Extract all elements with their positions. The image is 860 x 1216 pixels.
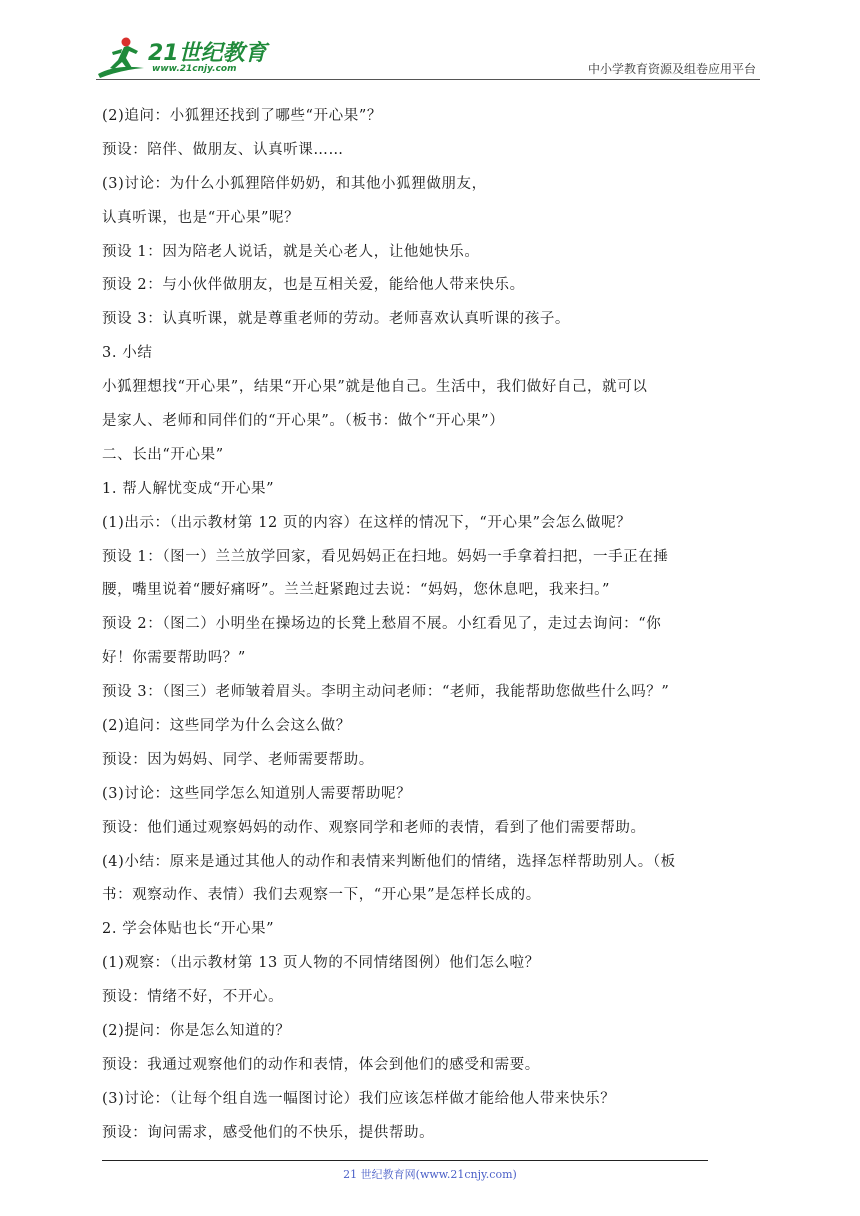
runner-logo-icon	[96, 34, 152, 78]
text-line: 认真听课，也是“开心果”呢？	[102, 209, 300, 226]
text-line: 预设 3：（图三）老师皱着眉头。李明主动问老师：“老师，我能帮助您做些什么吗？”	[102, 684, 670, 701]
page-footer[interactable]: 21 世纪教育网(www.21cnjy.com)	[343, 1168, 517, 1181]
text-line: 预设 2：（图二）小明坐在操场边的长凳上愁眉不展。小红看见了，走过去询问：“你	[102, 616, 662, 633]
text-line: (2)追问：小狐狸还找到了哪些“开心果”？	[102, 108, 382, 124]
text-line: 好！你需要帮助吗？”	[102, 650, 246, 667]
text-line: 是家人、老师和同伴们的“开心果”。（板书：做个“开心果”）	[102, 413, 505, 430]
section-heading: 二、长出“开心果”	[102, 446, 224, 463]
text-line: 小狐狸想找“开心果”，结果“开心果”就是他自己。生活中，我们做好自己，就可以	[102, 379, 648, 396]
section-heading: 1. 帮人解忧变成“开心果”	[102, 480, 275, 497]
text-line: (1)出示：（出示教材第 12 页的内容）在这样的情况下，“开心果”会怎么做呢？	[102, 514, 632, 531]
text-line: 预设 1：（图一）兰兰放学回家，看见妈妈正在扫地。妈妈一手拿着扫把，一手正在捶	[102, 548, 669, 565]
text-line: 预设：情绪不好，不开心。	[102, 989, 284, 1006]
document-body	[102, 100, 770, 1151]
text-line: 腰，嘴里说着“腰好痛呀”。兰兰赶紧跑过去说：“妈妈，您休息吧，我来扫。”	[102, 582, 610, 599]
section-heading: 3. 小结	[102, 345, 153, 362]
section-heading: 2. 学会体贴也长“开心果”	[102, 921, 275, 938]
text-line: 书：观察动作、表情）我们去观察一下，“开心果”是怎样长成的。	[102, 887, 541, 904]
text-line: (1)观察：（出示教材第 13 页人物的不同情绪图例）他们怎么啦？	[102, 955, 540, 972]
page-header	[96, 28, 760, 80]
platform-title: 中小学教育资源及组卷应用平台	[587, 62, 756, 76]
text-line: 预设：因为妈妈、同学、老师需要帮助。	[102, 751, 374, 768]
text-line: 预设：陪伴、做朋友、认真听课……	[102, 141, 344, 158]
text-line: 预设：他们通过观察妈妈的动作、观察同学和老师的表情，看到了他们需要帮助。	[102, 819, 646, 836]
header-divider	[96, 79, 760, 80]
text-line: 预设：询问需求，感受他们的不快乐，提供帮助。	[102, 1124, 435, 1141]
text-line: 预设 1：因为陪老人说话，就是关心老人，让他她快乐。	[102, 243, 480, 260]
text-line: 预设：我通过观察他们的动作和表情，体会到他们的感受和需要。	[102, 1056, 540, 1073]
text-line: 预设 3：认真听课，就是尊重老师的劳动。老师喜欢认真听课的孩子。	[102, 311, 571, 328]
footer-divider	[102, 1160, 708, 1161]
text-line: 预设 2：与小伙伴做朋友，也是互相关爱，能给他人带来快乐。	[102, 277, 525, 294]
logo-text: 21世纪教育	[148, 41, 267, 66]
text-line: (2)提问：你是怎么知道的？	[102, 1023, 291, 1040]
logo-url: www.21cnjy.com	[152, 64, 237, 74]
text-line: (3)讨论：为什么小狐狸陪伴奶奶，和其他小狐狸做朋友，	[102, 175, 487, 192]
site-logo[interactable]	[96, 34, 266, 78]
text-line: (3)讨论：（让每个组自选一幅图讨论）我们应该怎样做才能给他人带来快乐？	[102, 1090, 616, 1107]
text-line: (2)追问：这些同学为什么会这么做？	[102, 718, 351, 735]
text-line: (4)小结：原来是通过其他人的动作和表情来判断他们的情绪，选择怎样帮助别人。（板	[102, 853, 676, 870]
text-line: (3)讨论：这些同学怎么知道别人需要帮助呢？	[102, 785, 412, 802]
